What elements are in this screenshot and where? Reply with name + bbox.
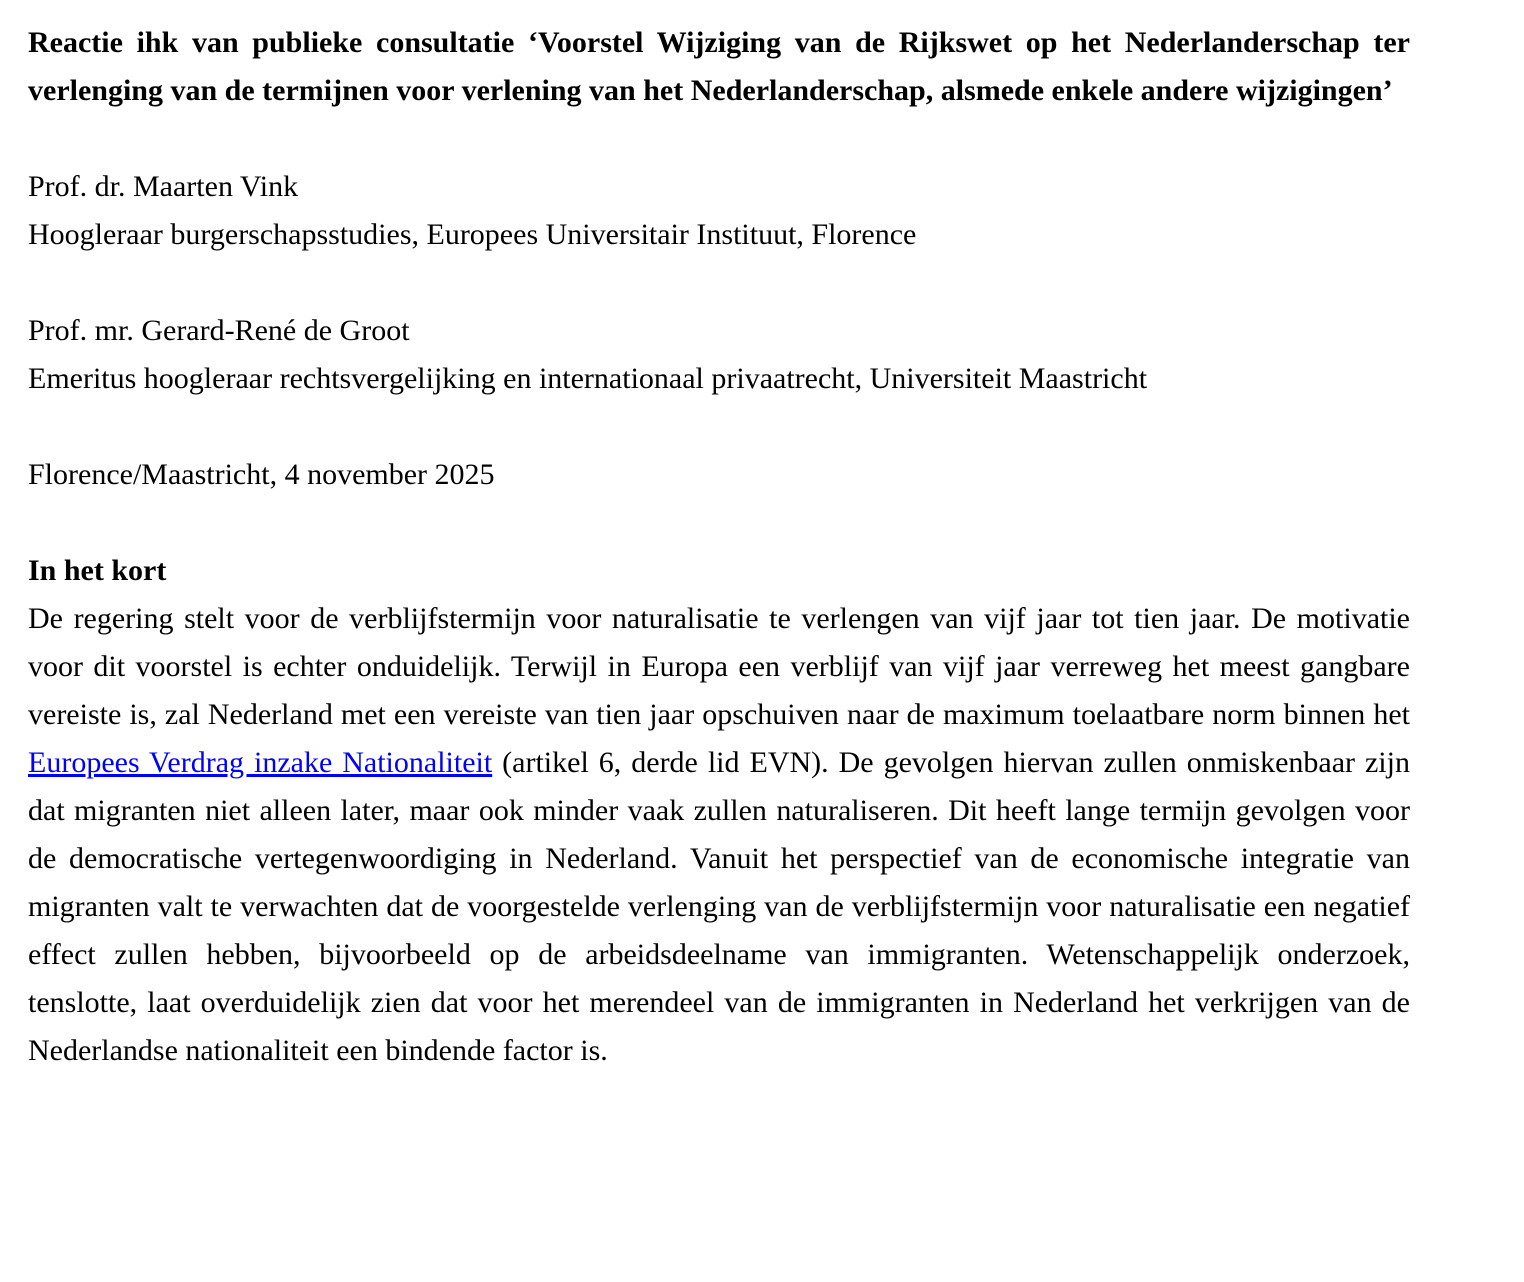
author-block-1 — [28, 163, 1410, 259]
author-name: Prof. dr. Maarten Vink — [28, 170, 299, 203]
document-title: Reactie ihk van publieke consultatie ‘Voorstel Wijziging van de Rijkswet op het Nederlanderschap ter verlenging van de termijnen voor verlening van het Nederlanderschap, alsmede enkele andere wijzigingen’ — [28, 26, 1410, 107]
dateline-block — [28, 451, 1410, 499]
section-heading: In het kort — [28, 554, 167, 587]
author-affiliation: Hoogleraar burgerschapsstudies, Europees Universitair Instituut, Florence — [28, 218, 917, 251]
evn-treaty-link[interactable]: Europees Verdrag inzake Nationaliteit — [28, 746, 493, 779]
author-name: Prof. mr. Gerard-René de Groot — [28, 314, 410, 347]
author-block-2 — [28, 307, 1410, 403]
summary-text-after-link: (artikel 6, derde lid EVN). De gevolgen hiervan zullen onmiskenbaar zijn dat migranten niet alleen later, maar ook minder vaak zullen naturaliseren. Dit heeft lange termijn gevolgen voor de democratische vertegenwoordiging in Nederland. Vanuit het perspectief van de economische integratie van migranten valt te verwachten dat de voorgestelde verlenging van de verblijfstermijn voor naturalisatie een negatief effect zullen hebben, bijvoorbeeld op de arbeidsdeelname van immigranten. Wetenschappelijk onderzoek, tenslotte, laat overduidelijk zien dat voor het merendeel van de immigranten in Nederland het verkrijgen van de Nederlandse nationaliteit een bindende factor is. — [28, 746, 1410, 1067]
dateline: Florence/Maastricht, 4 november 2025 — [28, 458, 495, 491]
summary-paragraph — [28, 595, 1410, 1075]
summary-text-before-link: De regering stelt voor de verblijfstermijn voor naturalisatie te verlengen van vijf jaar tot tien jaar. De motivatie voor dit voorstel is echter onduidelijk. Terwijl in Europa een verblijf van vijf jaar verreweg het meest gangbare vereiste is, zal Nederland met een vereiste van tien jaar opschuiven naar de maximum toelaatbare norm binnen het — [28, 602, 1410, 731]
author-affiliation: Emeritus hoogleraar rechtsvergelijking en internationaal privaatrecht, Universiteit Maastricht — [28, 362, 1148, 395]
